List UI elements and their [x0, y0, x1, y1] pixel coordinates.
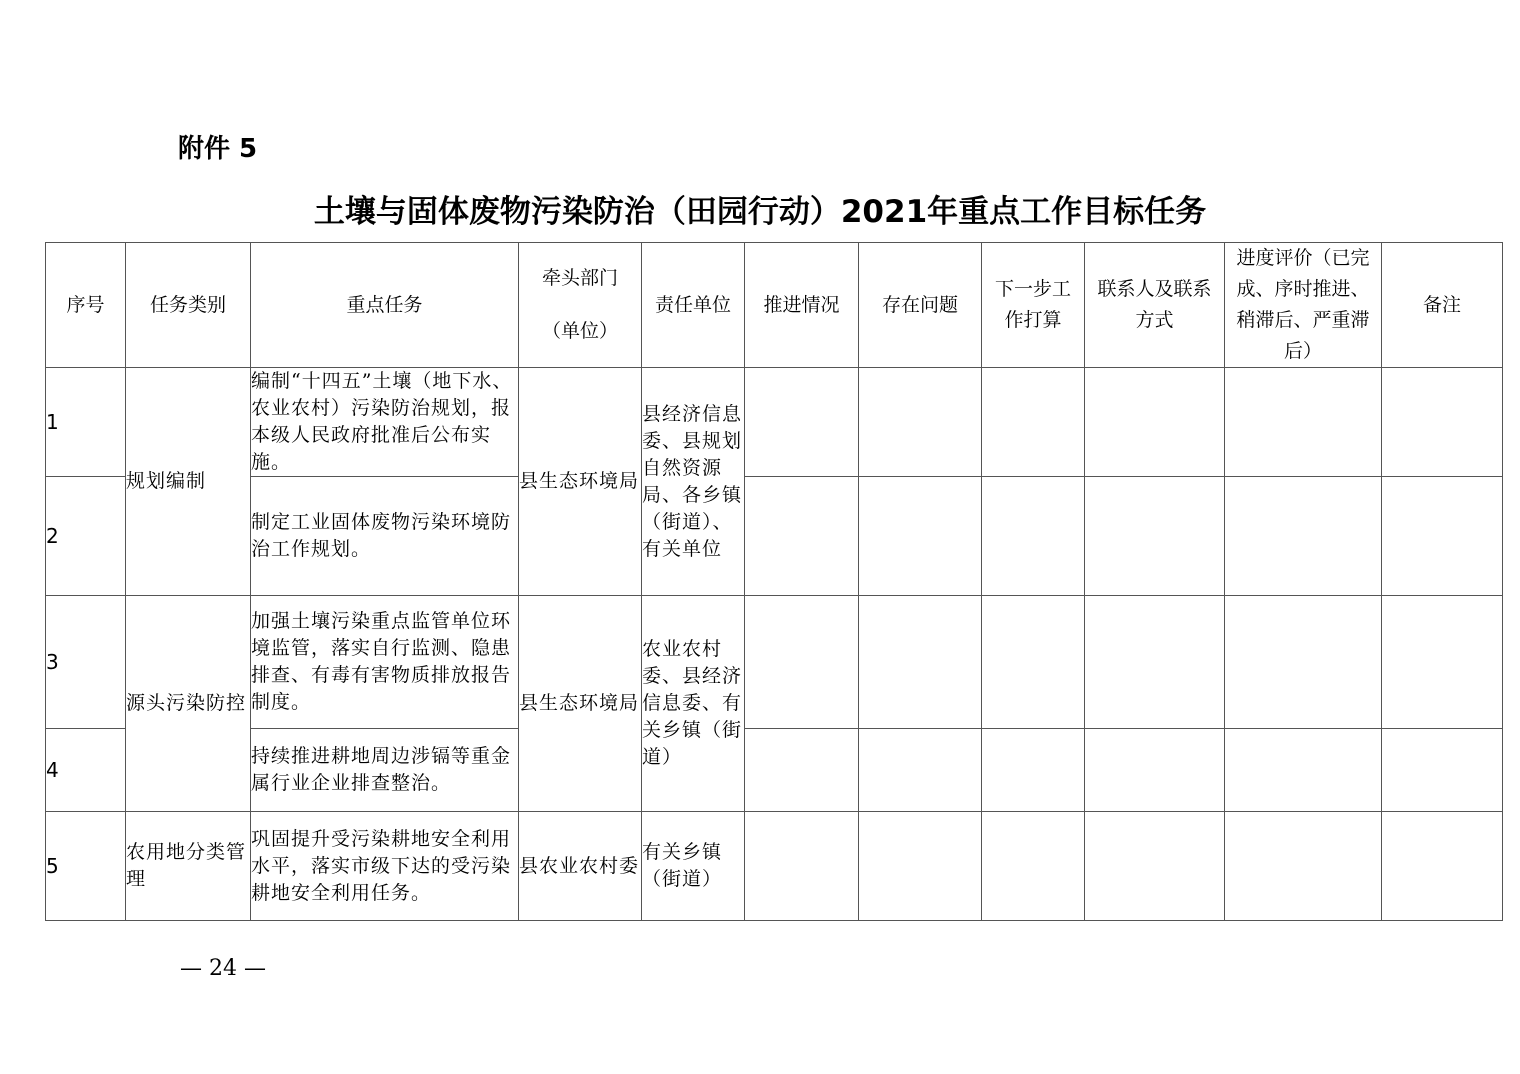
header-progress: 推进情况 — [745, 243, 859, 368]
progress-cell — [745, 812, 859, 921]
problems-cell — [859, 729, 982, 812]
task-cell: 加强土壤污染重点监管单位环境监管，落实自行监测、隐患排查、有毒有害物质排放报告制度。 — [251, 596, 519, 729]
task-table — [45, 242, 1503, 921]
category-cell: 规划编制 — [126, 368, 251, 596]
next-step-cell — [982, 477, 1085, 596]
header-seq: 序号 — [46, 243, 126, 368]
header-next-step: 下一步工作打算 — [982, 243, 1085, 368]
remarks-cell — [1382, 477, 1503, 596]
evaluation-cell — [1225, 812, 1382, 921]
row-seq: 5 — [46, 812, 126, 921]
problems-cell — [859, 812, 982, 921]
header-lead-dept — [519, 243, 642, 368]
remarks-cell — [1382, 596, 1503, 729]
problems-cell — [859, 596, 982, 729]
task-cell: 持续推进耕地周边涉镉等重金属行业企业排查整治。 — [251, 729, 519, 812]
row-seq: 1 — [46, 368, 126, 477]
progress-cell — [745, 368, 859, 477]
table-row — [46, 729, 1503, 812]
header-evaluation: 进度评价（已完成、序时推进、稍滞后、严重滞后） — [1225, 243, 1382, 368]
contact-cell — [1085, 477, 1225, 596]
progress-cell — [745, 477, 859, 596]
page-number: — 24 — — [180, 956, 266, 981]
page-title: 土壤与固体废物污染防治（田园行动）2021年重点工作目标任务 — [313, 194, 1207, 230]
task-cell: 制定工业固体废物污染环境防治工作规划。 — [251, 477, 519, 596]
remarks-cell — [1382, 729, 1503, 812]
header-lead-dept-main: 牵头部门 — [541, 267, 618, 289]
responsible-cell: 县经济信息委、县规划自然资源局、各乡镇（街道）、有关单位 — [642, 368, 745, 596]
next-step-cell — [982, 812, 1085, 921]
progress-cell — [745, 729, 859, 812]
lead-dept-cell: 县生态环境局 — [519, 596, 642, 812]
row-seq: 4 — [46, 729, 126, 812]
table-row — [46, 368, 1503, 477]
table-row — [46, 812, 1503, 921]
next-step-cell — [982, 596, 1085, 729]
lead-dept-cell: 县生态环境局 — [519, 368, 642, 596]
header-remarks: 备注 — [1382, 243, 1503, 368]
row-seq: 2 — [46, 477, 126, 596]
problems-cell — [859, 368, 982, 477]
task-cell: 编制“十四五”土壤（地下水、农业农村）污染防治规划，报本级人民政府批准后公布实施。 — [251, 368, 519, 477]
evaluation-cell — [1225, 729, 1382, 812]
evaluation-cell — [1225, 477, 1382, 596]
task-cell: 巩固提升受污染耕地安全利用水平，落实市级下达的受污染耕地安全利用任务。 — [251, 812, 519, 921]
contact-cell — [1085, 368, 1225, 477]
annex-label: 附件 5 — [178, 134, 258, 164]
next-step-cell — [982, 729, 1085, 812]
table-row — [46, 477, 1503, 596]
progress-cell — [745, 596, 859, 729]
header-category: 任务类别 — [126, 243, 251, 368]
header-task: 重点任务 — [251, 243, 519, 368]
next-step-cell — [982, 368, 1085, 477]
remarks-cell — [1382, 368, 1503, 477]
responsible-cell: 农业农村委、县经济信息委、有关乡镇（街道） — [642, 596, 745, 812]
contact-cell — [1085, 729, 1225, 812]
problems-cell — [859, 477, 982, 596]
header-problems: 存在问题 — [859, 243, 982, 368]
evaluation-cell — [1225, 596, 1382, 729]
category-cell: 农用地分类管理 — [126, 812, 251, 921]
lead-dept-cell: 县农业农村委 — [519, 812, 642, 921]
header-row — [46, 243, 1503, 368]
contact-cell — [1085, 596, 1225, 729]
row-seq: 3 — [46, 596, 126, 729]
header-contact: 联系人及联系方式 — [1085, 243, 1225, 368]
table-row — [46, 596, 1503, 729]
contact-cell — [1085, 812, 1225, 921]
header-responsible: 责任单位 — [642, 243, 745, 368]
remarks-cell — [1382, 812, 1503, 921]
header-lead-dept-sub: （单位） — [541, 320, 618, 342]
category-cell: 源头污染防控 — [126, 596, 251, 812]
evaluation-cell — [1225, 368, 1382, 477]
responsible-cell: 有关乡镇（街道） — [642, 812, 745, 921]
